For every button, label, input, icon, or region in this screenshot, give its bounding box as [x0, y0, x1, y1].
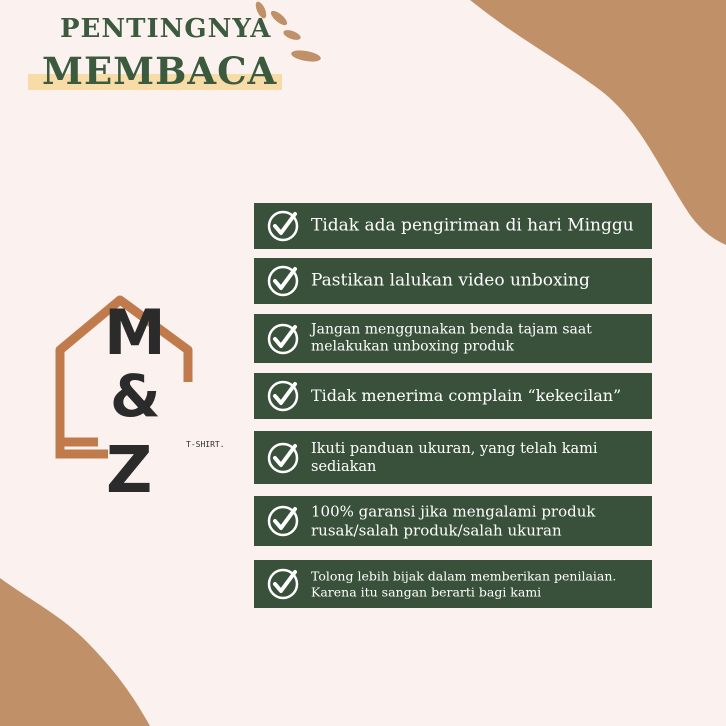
check-circle-icon [266, 441, 300, 475]
checklist-item [254, 314, 652, 363]
check-circle-icon [266, 567, 300, 601]
checklist-item-text: Ikuti panduan ukuran, yang telah kami sediakan [311, 440, 598, 475]
checklist-item [254, 373, 652, 419]
logo [48, 292, 198, 502]
logo-subtitle: T-SHIRT. [186, 440, 225, 449]
checklist-item [254, 258, 652, 304]
check-circle-icon [266, 322, 300, 356]
checklist-item [254, 431, 652, 484]
logo-letter-z: Z [106, 434, 153, 502]
checklist-item-text: Tolong lebih bijak dalam memberikan penilaian. Karena itu sangan berarti bagi kami [311, 568, 617, 599]
checklist-item-text: Pastikan lalukan video unboxing [311, 270, 590, 291]
logo-letter-m: M [104, 296, 166, 369]
checklist-item-text: Tidak menerima complain “kekecilan” [311, 386, 622, 405]
checklist-item-text: Tidak ada pengiriman di hari Minggu [311, 215, 634, 236]
title-top: PENTINGNYA [60, 14, 272, 44]
checklist-item [254, 560, 652, 608]
check-circle-icon [266, 504, 300, 538]
logo-letter-ampersand: & [110, 362, 161, 430]
checklist-item [254, 496, 652, 546]
check-circle-icon [266, 379, 300, 413]
checklist-item-text: 100% garansi jika mengalami produk rusak/salah produk/salah ukuran [311, 502, 596, 539]
checklist-item-text: Jangan menggunakan benda tajam saat melakukan unboxing produk [311, 321, 592, 355]
check-circle-icon [266, 264, 300, 298]
checklist-item [254, 203, 652, 249]
title-main: MEMBACA [42, 49, 278, 93]
check-circle-icon [266, 209, 300, 243]
